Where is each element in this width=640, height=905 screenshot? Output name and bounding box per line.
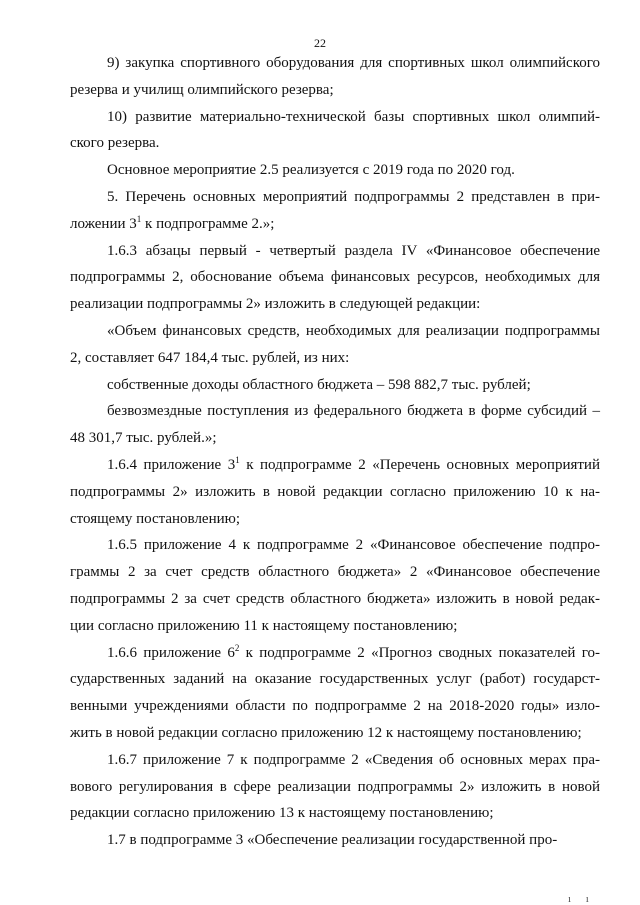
paragraph-1-6-7: 1.6.7 приложение 7 к подпрограмме 2 «Сведения об основных мерах пра-вового регулирования в сфере реализации подпрограммы 2» изложить в новой редакции согласно приложению 13 к настоящему постановлению; [70, 751, 600, 822]
paragraph-own-revenue: собственные доходы областного бюджета – 598 882,7 тыс. рублей; [107, 376, 531, 393]
paragraph-event-2-5: Основное мероприятие 2.5 реализуется с 2019 года по 2020 год. [107, 162, 515, 179]
paragraph-point-5: 5. Перечень основных мероприятий подпрограммы 2 представлен в при-ложении $3^1$ к подпрограмме 2.»; [70, 188, 600, 232]
paragraph-funding-volume: «Объем финансовых средств, необходимых для реализации подпрограммы 2, составляет 647 184,4 тыс. рублей, из них: [70, 322, 600, 366]
document-body [70, 50, 600, 854]
paragraph-item-9: 9) закупка спортивного оборудования для спортивных школ олимпийского резерва и училищ олимпийского резерва; [70, 55, 600, 98]
paragraph-item-10: 10) развитие материально-технической базы спортивных школ олимпий-ского резерва. [70, 108, 600, 152]
corner-scan-mark: ı ı [568, 893, 595, 905]
paragraph-1-6-3: 1.6.3 абзацы первый - четвертый раздела IV «Финансовое обеспечение подпрограммы 2, обоснование объема финансовых ресурсов, необходимых для реализации подпрограммы 2» изложить в следующей редакции: [70, 242, 600, 313]
paragraph-1-6-6: 1.6.6 приложение $6^2$ к подпрограмме 2 «Прогноз сводных показателей го-сударственных заданий на оказание государственных услуг (работ) государст-венными учреждениями области по подпрограмме 2 на 2018-2020 годы» изло-жить в новой редакции согласно приложению 12 к настоящему постановлению; [70, 642, 600, 741]
paragraph-1-6-5: 1.6.5 приложение 4 к подпрограмме 2 «Финансовое обеспечение подпро-граммы 2 за счет средств областного бюджета» 2 «Финансовое обеспечение подпрограммы 2 за счет средств областного бюджета» изложить в новой редак-ции согласно приложению 11 к настоящему постановлению; [70, 537, 600, 634]
paragraph-federal-subsidies: безвозмездные поступления из федерального бюджета в форме субсидий – 48 301,7 тыс. рублей.»; [70, 403, 600, 447]
paragraph-1-6-4: 1.6.4 приложение $3^1$ к подпрограмме 2 «Перечень основных мероприятий подпрограммы 2» изложить в новой редакции согласно приложению 10 к на-стоящему постановлению; [70, 454, 600, 527]
page-number: 22 [314, 36, 326, 50]
paragraph-1-7: 1.7 в подпрограмме 3 «Обеспечение реализации государственной про- [107, 832, 558, 849]
